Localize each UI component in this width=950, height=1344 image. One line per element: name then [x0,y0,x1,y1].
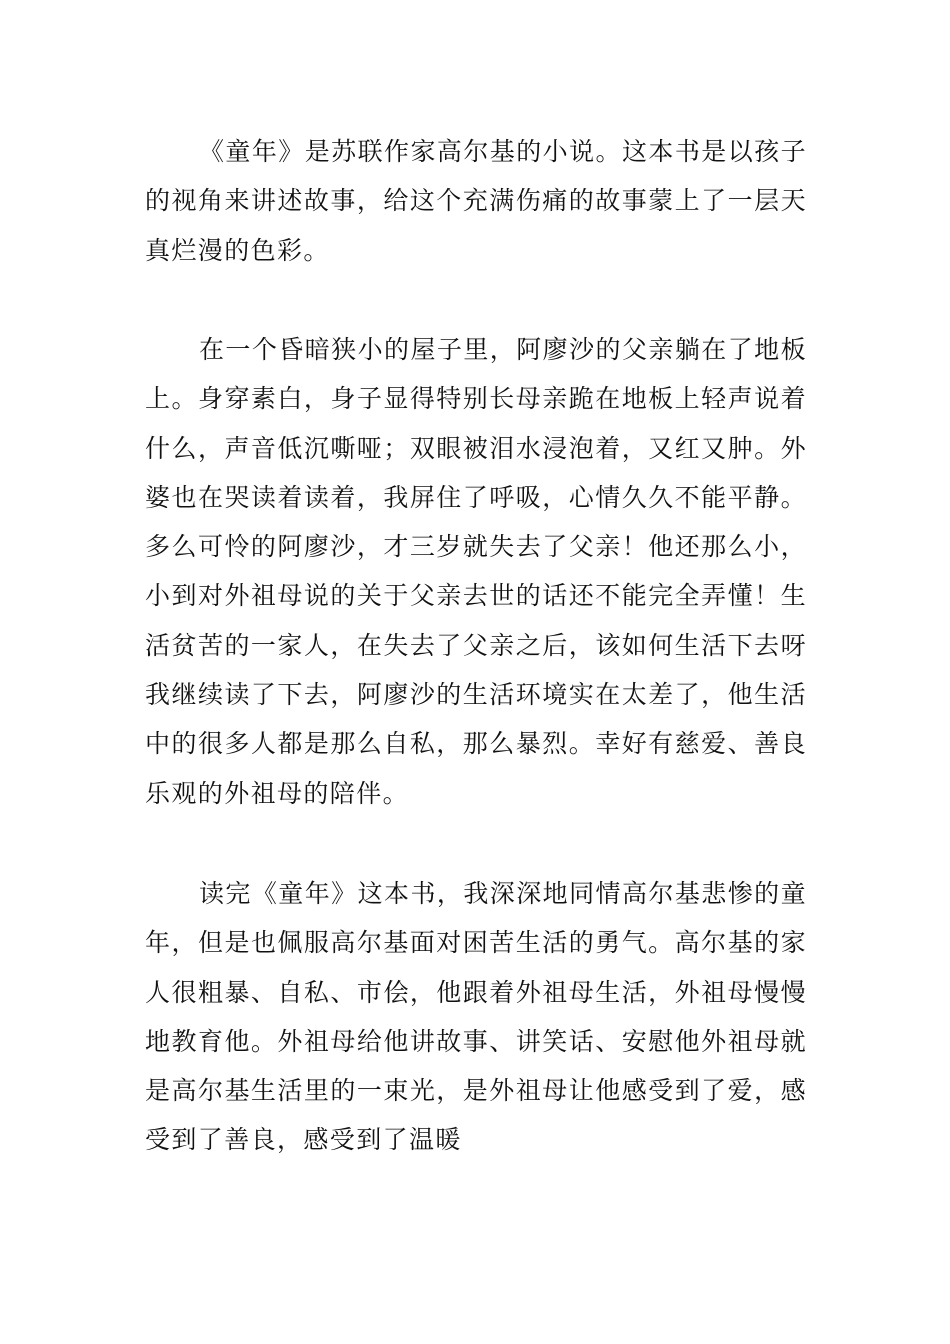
paragraph-story: 在一个昏暗狭小的屋子里，阿廖沙的父亲躺在了地板上。身穿素白，身子显得特别长母亲跪在地板上轻声说着什么，声音低沉嘶哑；双眼被泪水浸泡着，又红又肿。外婆也在哭读着读着，我屏住了呼吸，心情久久不能平静。多么可怜的阿廖沙，才三岁就失去了父亲！他还那么小，小到对外祖母说的关于父亲去世的话还不能完全弄懂！生活贫苦的一家人，在失去了父亲之后，该如何生活下去呀我继续读了下去，阿廖沙的生活环境实在太差了，他生活中的很多人都是那么自私，那么暴烈。幸好有慈爱、善良乐观的外祖母的陪伴。 [145,335,807,808]
paragraph-intro: 《童年》是苏联作家高尔基的小说。这本书是以孩子的视角来讲述故事，给这个充满伤痛的故事蒙上了一层天真烂漫的色彩。 [145,137,807,265]
paragraph-reflection: 读完《童年》这本书，我深深地同情高尔基悲惨的童年，但是也佩服高尔基面对困苦生活的勇气。高尔基的家人很粗暴、自私、市侩，他跟着外祖母生活，外祖母慢慢地教育他。外祖母给他讲故事、讲笑话、安慰他外祖母就是高尔基生活里的一束光，是外祖母让他感受到了爱，感受到了善良，感受到了温暖 [145,879,807,1155]
